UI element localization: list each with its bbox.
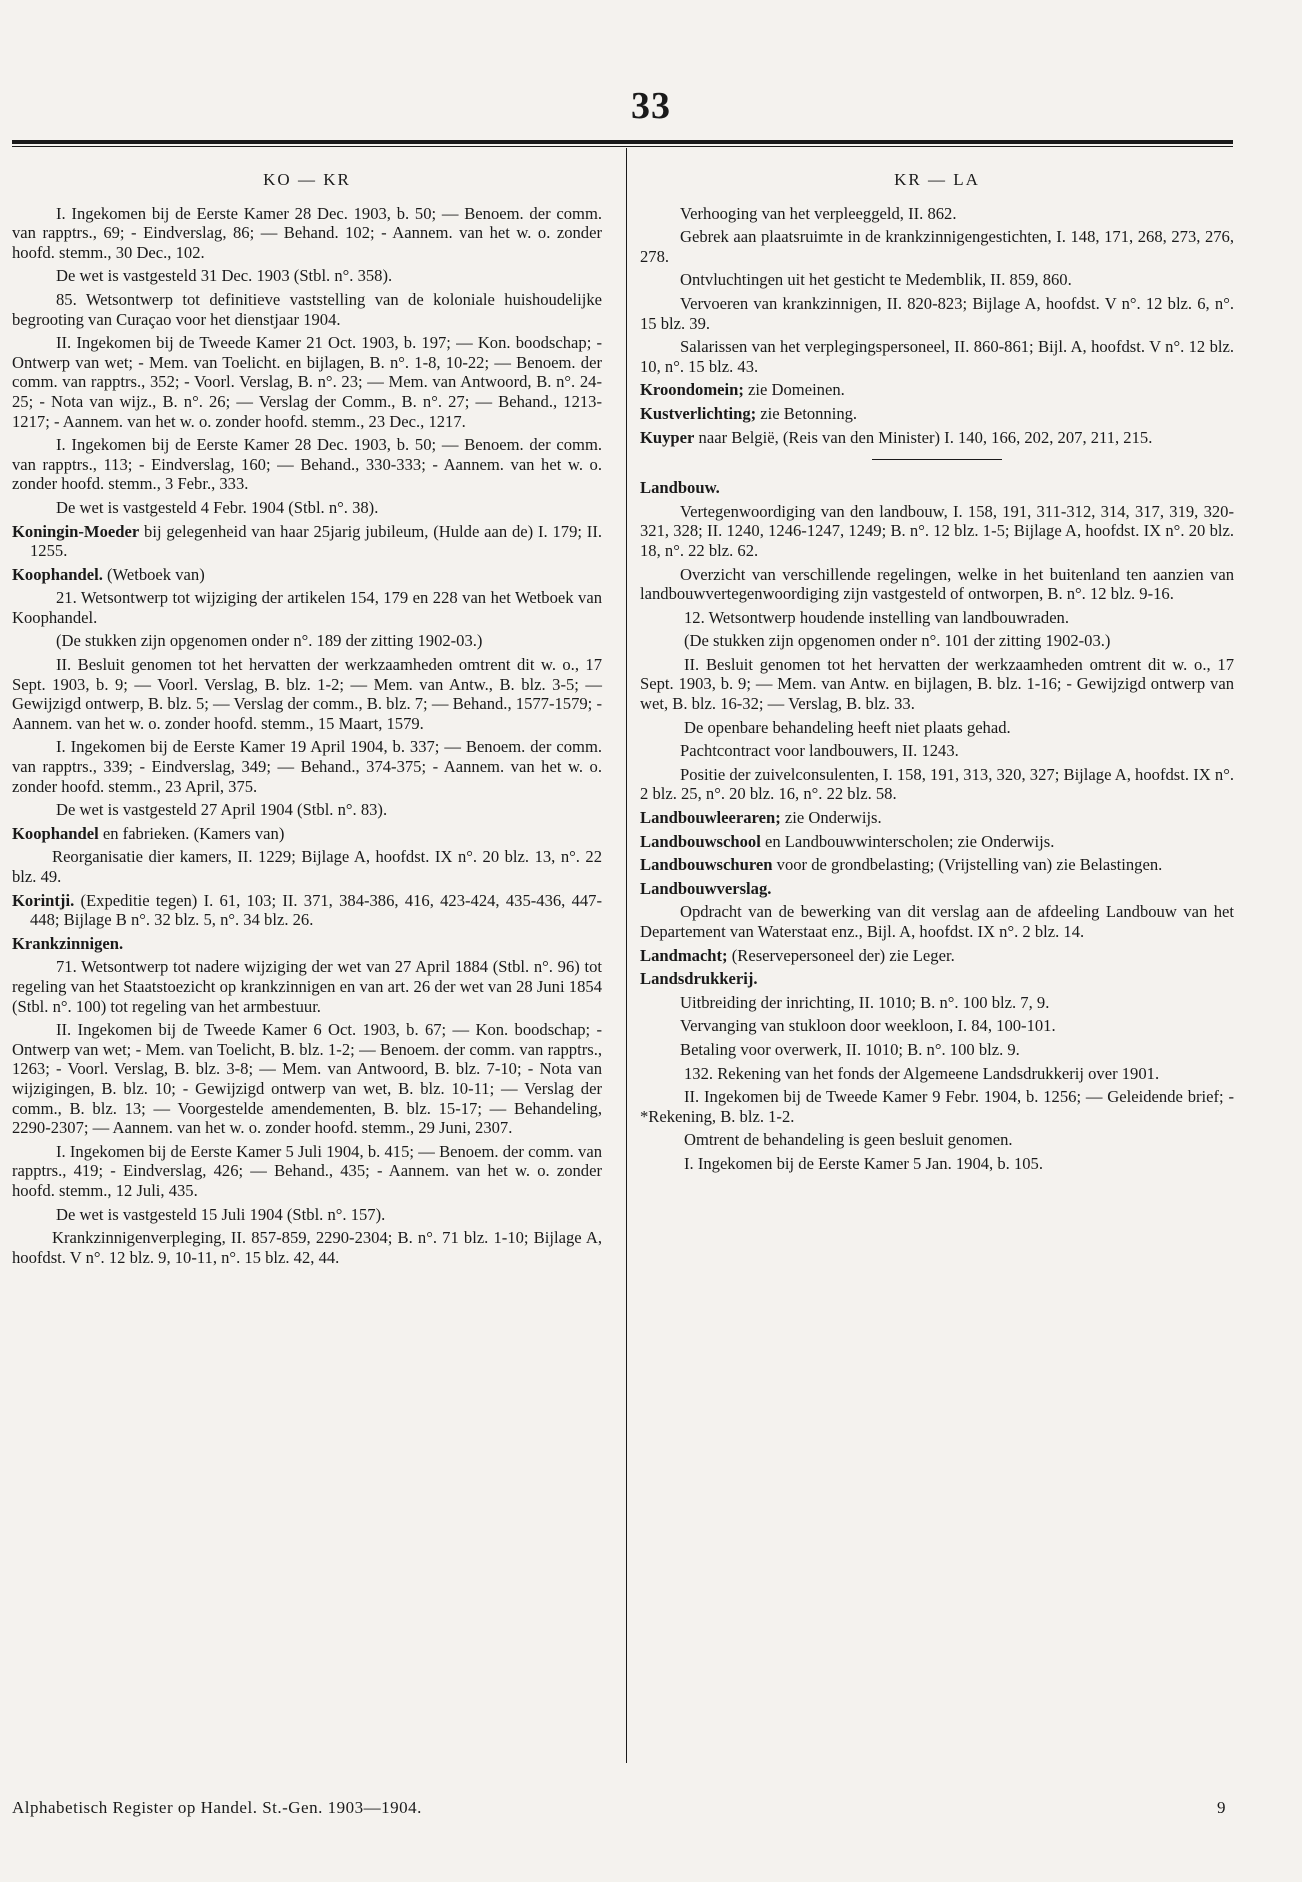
sub-entry: Vervoeren van krankzinnigen, II. 820-823; Bijlage A, hoofdst. V n°. 12 blz. 6, n°. 15 blz. 39.	[640, 293, 1234, 333]
paragraph: I. Ingekomen bij de Eerste Kamer 5 Jan. 1904, b. 105.	[684, 1153, 1043, 1173]
entry-headword: Landbouwschuren	[640, 855, 773, 875]
index-entry	[640, 832, 1234, 852]
section-separator	[872, 459, 1002, 460]
page-footer	[12, 1798, 1226, 1818]
left-column-heading: KO — KR	[263, 170, 351, 189]
sub-entry: Pachtcontract voor landbouwers, II. 1243.	[680, 741, 959, 761]
sub-entry: Salarissen van het verplegingspersoneel, II. 860-861; Bijl. A, hoofdst. V n°. 12 blz. 10, n°. 15 blz. 43.	[640, 337, 1234, 376]
paragraph: I. Ingekomen bij de Eerste Kamer 28 Dec. 1903, b. 50; — Benoem. der comm. van rapptrs., 113; - Eindverslag, 160; — Behand., 330-333; - Aannem. van het w. o. zonder hoofd. stemm., 3 Febr., 333.	[12, 435, 602, 494]
entry-headword: Koningin-Moeder	[12, 521, 140, 541]
right-column-body	[640, 204, 1234, 1174]
entry-text: (Reservepersoneel der) zie Leger.	[727, 945, 955, 965]
entry-text: (Expeditie tegen) I. 61, 103; II. 371, 384-386, 416, 423-424, 435-436, 447-448; Bijlage B n°. 32 blz. 5, n°. 34 blz. 26.	[30, 890, 602, 930]
paragraph: De wet is vastgesteld 31 Dec. 1903 (Stbl. n°. 358).	[56, 266, 393, 286]
header-rule-thin	[12, 146, 1233, 147]
sub-entry: Uitbreiding der inrichting, II. 1010; B. n°. 100 blz. 7, 9.	[680, 992, 1050, 1012]
entry-headword: Krankzinnigen.	[12, 933, 124, 953]
index-entry	[12, 522, 602, 561]
sub-entry: Betaling voor overwerk, II. 1010; B. n°. 100 blz. 9.	[680, 1039, 1020, 1059]
entry-text: en Landbouwwinterscholen; zie Onderwijs.	[760, 831, 1055, 851]
entry-headword: Landbouwleeraren;	[640, 808, 781, 828]
paragraph: II. Besluit genomen tot het hervatten der werkzaamheden omtrent dit w. o., 17 Sept. 1903, b. 9; — Mem. van Antw. en bijlagen, B. blz. 1-16; - Gewijzigd ontwerp van wet, B. blz. 16-32; — Verslag, B. blz. 33.	[640, 654, 1234, 714]
index-entry	[12, 824, 602, 844]
sub-entry: Verhooging van het verpleeggeld, II. 862.	[680, 203, 957, 223]
entry-headword: Kustverlichting;	[640, 403, 757, 423]
entry-text: en fabrieken. (Kamers van)	[98, 823, 285, 843]
paragraph: De wet is vastgesteld 27 April 1904 (Stbl. n°. 83).	[56, 800, 388, 820]
entry-headword: Koophandel.	[12, 564, 103, 584]
index-entry	[640, 879, 1234, 899]
entry-headword: Landbouw.	[640, 478, 720, 498]
sub-entry: Ontvluchtingen uit het gesticht te Medemblik, II. 859, 860.	[680, 270, 1072, 290]
entry-text: zie Betonning.	[756, 403, 858, 423]
entry-headword: Koophandel	[12, 823, 99, 843]
paragraph: I. Ingekomen bij de Eerste Kamer 5 Juli 1904, b. 415; — Benoem. der comm. van rapptrs., 419; - Eindverslag, 426; — Behand., 435; - Aannem. van het w. o. zonder hoofd. stemm., 12 Juli, 435.	[12, 1141, 602, 1200]
footer-title: Alphabetisch Register op Handel. St.-Gen. 1903—1904.	[12, 1798, 422, 1817]
left-column-body	[12, 204, 602, 1268]
paragraph: De wet is vastgesteld 4 Febr. 1904 (Stbl. n°. 38).	[56, 497, 379, 517]
index-entry	[640, 380, 1234, 400]
page-number: 33	[631, 85, 671, 127]
paragraph: 85. Wetsontwerp tot definitieve vaststelling van de koloniale huishoudelijke begrooting van Curaçao voor het dienstjaar 1904.	[12, 289, 602, 329]
entry-headword: Kuyper	[640, 427, 695, 447]
right-column-heading: KR — LA	[894, 170, 980, 189]
entry-text: voor de grondbelasting; (Vrijstelling van) zie Belastingen.	[772, 855, 1163, 875]
paragraph: 132. Rekening van het fonds der Algemeene Landsdrukkerij over 1901.	[684, 1063, 1160, 1083]
entry-headword: Korintji.	[12, 890, 75, 910]
paragraph: De openbare behandeling heeft niet plaats gehad.	[684, 717, 1011, 737]
sub-entry: Positie der zuivelconsulenten, I. 158, 191, 313, 320, 327; Bijlage A, hoofdst. IX n°. 2 blz. 25, n°. 20 blz. 16, n°. 22 blz. 58.	[640, 764, 1234, 804]
header-rule	[12, 140, 1233, 144]
entry-headword: Landsdrukkerij.	[640, 969, 758, 989]
index-entry	[640, 428, 1234, 448]
footer-page-number: 9	[1217, 1798, 1226, 1817]
index-entry	[640, 404, 1234, 424]
left-column	[12, 170, 602, 1271]
entry-text: naar België, (Reis van den Minister) I. 140, 166, 202, 207, 211, 215.	[694, 427, 1153, 447]
paragraph: 21. Wetsontwerp tot wijziging der artikelen 154, 179 en 228 van het Wetboek van Koophandel.	[12, 588, 602, 627]
paragraph: 12. Wetsontwerp houdende instelling van landbouwraden.	[684, 607, 1070, 627]
index-entry	[12, 565, 602, 585]
entry-text: (Wetboek van)	[102, 564, 205, 584]
paragraph: II. Ingekomen bij de Tweede Kamer 21 Oct. 1903, b. 197; — Kon. boodschap; - Ontwerp van wet; - Mem. van Toelicht. en bijlagen, B. n°. 1-8, 10-22; — Benoem. der comm. van rapptrs., 352; - Voorl. Verslag, B. n°. 23; — Mem. van Antwoord, B. n°. 24-25; - Nota van wijz., B. n°. 26; — Verslag der Comm., B. n°. 27; — Behand., 1213-1217; - Aannem. van het w. o. zonder hoofd. stemm., 23 Dec., 1217.	[12, 333, 602, 431]
sub-entry: Krankzinnigenverpleging, II. 857-859, 2290-2304; B. n°. 71 blz. 1-10; Bijlage A, hoofdst. V n°. 12 blz. 9, 10-11, n°. 15 blz. 42, 44.	[12, 1228, 602, 1267]
sub-entry: Vervanging van stukloon door weekloon, I. 84, 100-101.	[680, 1016, 1056, 1036]
paragraph: II. Besluit genomen tot het hervatten der werkzaamheden omtrent dit w. o., 17 Sept. 1903, b. 9; — Voorl. Verslag, B. blz. 1-2; — Mem. van Antw., B. blz. 3-5; — Gewijzigd ontwerp, B. blz. 5; — Verslag der comm., B. blz. 7; — Behand., 1577-1579; - Aannem. van het w. o. zonder hoofd. stemm., 15 Maart, 1579.	[12, 655, 602, 733]
paragraph: (De stukken zijn opgenomen onder n°. 189 der zitting 1902-03.)	[56, 631, 483, 651]
paragraph: De wet is vastgesteld 15 Juli 1904 (Stbl. n°. 157).	[56, 1204, 386, 1224]
entry-text: zie Onderwijs.	[780, 808, 882, 828]
column-divider	[626, 148, 627, 1763]
sub-entry: Gebrek aan plaatsruimte in de krankzinnigengestichten, I. 148, 171, 268, 273, 276, 278.	[640, 227, 1234, 266]
entry-headword: Kroondomein;	[640, 380, 744, 400]
paragraph: Omtrent de behandeling is geen besluit genomen.	[684, 1130, 1013, 1150]
entry-headword: Landbouwschool	[640, 831, 761, 851]
entry-headword: Landmacht;	[640, 945, 728, 965]
entry-text: zie Domeinen.	[743, 380, 845, 400]
sub-entry: Overzicht van verschillende regelingen, welke in het buitenland ten aanzien van landbouwvertegenwoordiging zijn vastgesteld of ontworpen, B. n°. 12 blz. 9-16.	[640, 564, 1234, 604]
index-entry	[12, 891, 602, 930]
index-entry	[640, 808, 1234, 828]
index-entry	[640, 969, 1234, 989]
sub-entry: Vertegenwoordiging van den landbouw, I. 158, 191, 311-312, 314, 317, 319, 320-321, 328; II. 1240, 1246-1247, 1249; B. n°. 12 blz. 1-5; Bijlage A, hoofdst. IX n°. 20 blz. 18, n°. 22 blz. 62.	[640, 501, 1234, 560]
index-entry	[12, 934, 602, 954]
paragraph: 71. Wetsontwerp tot nadere wijziging der wet van 27 April 1884 (Stbl. n°. 96) tot regeling van het Staatstoezicht op krankzinnigen en van art. 26 der wet van 28 Juni 1854 (Stbl. n°. 100) tot regeling van het armbestuur.	[12, 957, 602, 1016]
entry-headword: Landbouwverslag.	[640, 878, 772, 898]
paragraph: (De stukken zijn opgenomen onder n°. 101 der zitting 1902-03.)	[684, 631, 1111, 651]
sub-entry: Reorganisatie dier kamers, II. 1229; Bijlage A, hoofdst. IX n°. 20 blz. 13, n°. 22 blz. 49.	[12, 847, 602, 886]
paragraph: II. Ingekomen bij de Tweede Kamer 9 Febr. 1904, b. 1256; — Geleidende brief; - *Rekening, B. blz. 1-2.	[640, 1087, 1234, 1126]
paragraph: I. Ingekomen bij de Eerste Kamer 19 April 1904, b. 337; — Benoem. der comm. van rapptrs., 339; - Eindverslag, 349; — Behand., 374-375; - Aannem. van het w. o. zonder hoofd. stemm., 23 April, 375.	[12, 737, 602, 796]
paragraph: II. Ingekomen bij de Tweede Kamer 6 Oct. 1903, b. 67; — Kon. boodschap; - Ontwerp van wet; - Mem. van Toelicht, B. blz. 1-2; — Benoem. der comm. van rapptrs., 1263; - Voorl. Verslag, B. blz. 3-8; — Mem. van Antwoord, B. blz. 7-10; - Nota van wijzigingen, B. blz. 10; - Gewijzigd ontwerp van wet, B. blz. 10-11; — Verslag der comm., B. blz. 13; — Voorgestelde amendementen, B. blz. 15-17; — Behandeling, 2290-2307; — Aannem. van het w. o. zonder hoofd. stemm., 29 Juni, 2307.	[12, 1020, 602, 1138]
sub-entry: Opdracht van de bewerking van dit verslag aan de afdeeling Landbouw van het Departement van Waterstaat enz., Bijl. A, hoofdst. IX n°. 2 blz. 14.	[640, 902, 1234, 941]
index-entry	[640, 946, 1234, 966]
paragraph: I. Ingekomen bij de Eerste Kamer 28 Dec. 1903, b. 50; — Benoem. der comm. van rapptrs., 69; - Eindverslag, 86; — Behand. 102; - Aannem. van het w. o. zonder hoofd. stemm., 30 Dec., 102.	[12, 203, 602, 262]
index-entry	[640, 478, 1234, 498]
right-column	[640, 170, 1234, 1178]
index-entry	[640, 855, 1234, 875]
entry-text: bij gelegenheid van haar 25jarig jubileum, (Hulde aan de) I. 179; II. 1255.	[30, 521, 602, 561]
